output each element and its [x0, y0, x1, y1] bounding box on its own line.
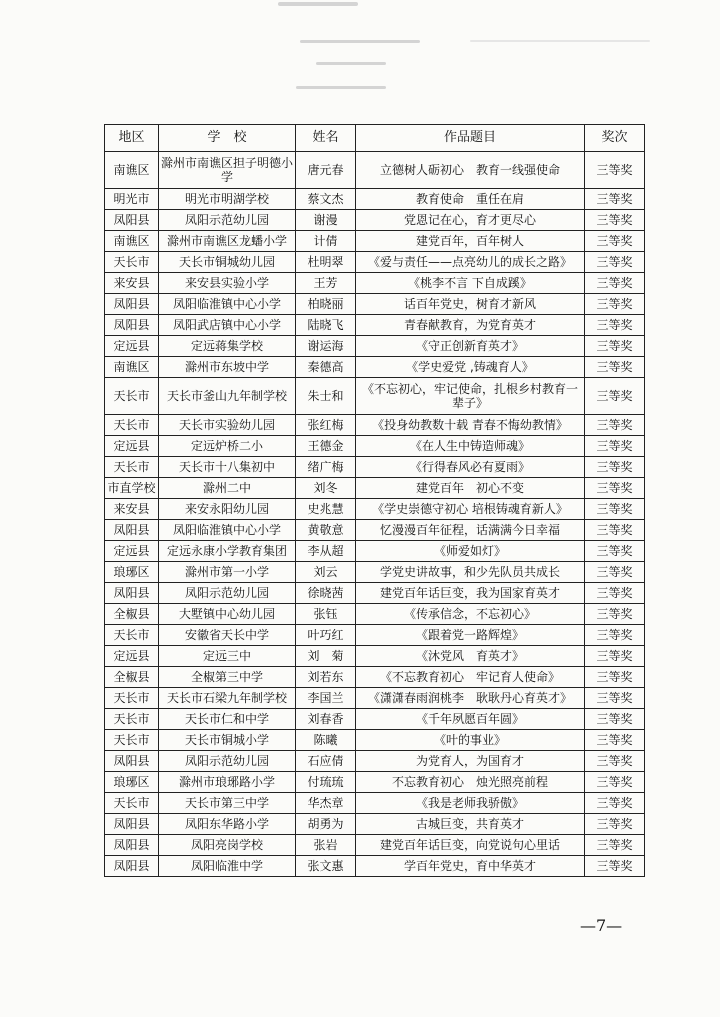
region-cell: 天长市 [105, 709, 159, 730]
header-name: 姓名 [296, 125, 356, 152]
title-cell: 《爱与责任——点亮幼儿的成长之路》 [356, 252, 585, 273]
school-cell: 凤阳临淮中学 [159, 856, 296, 877]
school-cell: 滁州市东坡中学 [159, 357, 296, 378]
table-row [105, 709, 645, 730]
name-cell: 陈曦 [296, 730, 356, 751]
name-cell: 刘 菊 [296, 646, 356, 667]
school-cell: 来安永阳幼儿园 [159, 499, 296, 520]
award-cell: 三等奖 [585, 252, 645, 273]
school-cell: 定远永康小学教育集团 [159, 541, 296, 562]
award-cell: 三等奖 [585, 336, 645, 357]
school-cell: 凤阳亮岗学校 [159, 835, 296, 856]
table-body [105, 152, 645, 877]
table-row [105, 688, 645, 709]
table-row [105, 152, 645, 189]
title-cell: 学党史讲故事，和少先队员共成长 [356, 562, 585, 583]
region-cell: 定远县 [105, 336, 159, 357]
table-row [105, 541, 645, 562]
region-cell: 天长市 [105, 252, 159, 273]
award-cell: 三等奖 [585, 856, 645, 877]
table-row [105, 856, 645, 877]
school-cell: 凤阳东华路小学 [159, 814, 296, 835]
award-cell: 三等奖 [585, 315, 645, 336]
name-cell: 石应倩 [296, 751, 356, 772]
school-cell: 天长市釜山九年制学校 [159, 378, 296, 415]
title-cell: 话百年党史，树育才新风 [356, 294, 585, 315]
title-cell: 《不忘初心，牢记使命，扎根乡村教育一辈子》 [356, 378, 585, 415]
name-cell: 付琉琉 [296, 772, 356, 793]
title-cell: 不忘教育初心 烛光照亮前程 [356, 772, 585, 793]
name-cell: 刘若东 [296, 667, 356, 688]
school-cell: 大墅镇中心幼儿园 [159, 604, 296, 625]
table-row [105, 436, 645, 457]
award-cell: 三等奖 [585, 625, 645, 646]
region-cell: 凤阳县 [105, 583, 159, 604]
school-cell: 滁州市南谯区龙蟠小学 [159, 231, 296, 252]
title-cell: 《守正创新育英才》 [356, 336, 585, 357]
table-row [105, 814, 645, 835]
title-cell: 为党育人，为国育才 [356, 751, 585, 772]
region-cell: 凤阳县 [105, 210, 159, 231]
school-cell: 凤阳示范幼儿园 [159, 751, 296, 772]
title-cell: 立德树人砺初心 教育一线强使命 [356, 152, 585, 189]
school-cell: 安徽省天长中学 [159, 625, 296, 646]
region-cell: 明光市 [105, 189, 159, 210]
scan-artifacts [0, 0, 720, 100]
award-cell: 三等奖 [585, 357, 645, 378]
region-cell: 凤阳县 [105, 856, 159, 877]
school-cell: 天长市仁和中学 [159, 709, 296, 730]
region-cell: 天长市 [105, 457, 159, 478]
award-cell: 三等奖 [585, 772, 645, 793]
name-cell: 李国兰 [296, 688, 356, 709]
header-title: 作品题目 [356, 125, 585, 152]
header-region: 地区 [105, 125, 159, 152]
school-cell: 天长市十八集初中 [159, 457, 296, 478]
title-cell: 建党百年话巨变，向党说句心里话 [356, 835, 585, 856]
award-cell: 三等奖 [585, 499, 645, 520]
region-cell: 定远县 [105, 646, 159, 667]
award-cell: 三等奖 [585, 152, 645, 189]
school-cell: 凤阳武店镇中心小学 [159, 315, 296, 336]
title-cell: 《桃李不言 下自成蹊》 [356, 273, 585, 294]
table-row [105, 315, 645, 336]
table-row [105, 294, 645, 315]
header-award: 奖次 [585, 125, 645, 152]
region-cell: 琅琊区 [105, 772, 159, 793]
name-cell: 华杰章 [296, 793, 356, 814]
school-cell: 凤阳临淮镇中心小学 [159, 294, 296, 315]
title-cell: 古城巨变，共育英才 [356, 814, 585, 835]
region-cell: 市直学校 [105, 478, 159, 499]
name-cell: 谢运海 [296, 336, 356, 357]
award-cell: 三等奖 [585, 436, 645, 457]
table-row [105, 562, 645, 583]
name-cell: 张岩 [296, 835, 356, 856]
table-row [105, 583, 645, 604]
school-cell: 定远炉桥二小 [159, 436, 296, 457]
region-cell: 南谯区 [105, 152, 159, 189]
region-cell: 天长市 [105, 378, 159, 415]
school-cell: 滁州市琅琊路小学 [159, 772, 296, 793]
award-cell: 三等奖 [585, 378, 645, 415]
school-cell: 明光市明湖学校 [159, 189, 296, 210]
table-row [105, 520, 645, 541]
award-cell: 三等奖 [585, 478, 645, 499]
table-row [105, 499, 645, 520]
awards-table [104, 124, 645, 877]
award-cell: 三等奖 [585, 814, 645, 835]
title-cell: 《在人生中铸造师魂》 [356, 436, 585, 457]
title-cell: 《学史崇德守初心 培根铸魂育新人》 [356, 499, 585, 520]
table-row [105, 604, 645, 625]
title-cell: 教育使命 重任在肩 [356, 189, 585, 210]
region-cell: 琅琊区 [105, 562, 159, 583]
table-row [105, 336, 645, 357]
school-cell: 天长市铜城幼儿园 [159, 252, 296, 273]
title-cell: 《师爱如灯》 [356, 541, 585, 562]
school-cell: 凤阳示范幼儿园 [159, 583, 296, 604]
table-header-row [105, 125, 645, 152]
award-cell: 三等奖 [585, 604, 645, 625]
name-cell: 绪广梅 [296, 457, 356, 478]
title-cell: 《传承信念，不忘初心》 [356, 604, 585, 625]
award-cell: 三等奖 [585, 541, 645, 562]
table-row [105, 210, 645, 231]
title-cell: 青春献教育，为党育英才 [356, 315, 585, 336]
name-cell: 王芳 [296, 273, 356, 294]
region-cell: 来安县 [105, 273, 159, 294]
table-row [105, 793, 645, 814]
table-row [105, 730, 645, 751]
award-cell: 三等奖 [585, 189, 645, 210]
table-row [105, 667, 645, 688]
award-cell: 三等奖 [585, 688, 645, 709]
region-cell: 凤阳县 [105, 835, 159, 856]
region-cell: 天长市 [105, 730, 159, 751]
header-school: 学 校 [159, 125, 296, 152]
region-cell: 天长市 [105, 793, 159, 814]
name-cell: 史兆慧 [296, 499, 356, 520]
title-cell: 党恩记在心，育才更尽心 [356, 210, 585, 231]
table-row [105, 751, 645, 772]
title-cell: 《行得春风必有夏雨》 [356, 457, 585, 478]
award-cell: 三等奖 [585, 520, 645, 541]
region-cell: 天长市 [105, 415, 159, 436]
title-cell: 忆漫漫百年征程，话满满今日幸福 [356, 520, 585, 541]
name-cell: 叶巧红 [296, 625, 356, 646]
region-cell: 全椒县 [105, 604, 159, 625]
title-cell: 《不忘教育初心 牢记育人使命》 [356, 667, 585, 688]
table-row [105, 625, 645, 646]
school-cell: 天长市铜城小学 [159, 730, 296, 751]
table-row [105, 231, 645, 252]
award-cell: 三等奖 [585, 751, 645, 772]
table-row [105, 646, 645, 667]
school-cell: 滁州市南谯区担子明德小学 [159, 152, 296, 189]
title-cell: 建党百年，百年树人 [356, 231, 585, 252]
table-row [105, 415, 645, 436]
title-cell: 《叶的事业》 [356, 730, 585, 751]
table-row [105, 478, 645, 499]
award-cell: 三等奖 [585, 709, 645, 730]
name-cell: 胡勇为 [296, 814, 356, 835]
title-cell: 《沐党风 育英才》 [356, 646, 585, 667]
school-cell: 滁州二中 [159, 478, 296, 499]
title-cell: 建党百年 初心不变 [356, 478, 585, 499]
name-cell: 王德金 [296, 436, 356, 457]
region-cell: 凤阳县 [105, 814, 159, 835]
school-cell: 凤阳示范幼儿园 [159, 210, 296, 231]
region-cell: 来安县 [105, 499, 159, 520]
table-row [105, 772, 645, 793]
name-cell: 张文惠 [296, 856, 356, 877]
name-cell: 李从超 [296, 541, 356, 562]
name-cell: 黄敬意 [296, 520, 356, 541]
award-cell: 三等奖 [585, 583, 645, 604]
name-cell: 朱士和 [296, 378, 356, 415]
award-cell: 三等奖 [585, 562, 645, 583]
school-cell: 凤阳临淮镇中心小学 [159, 520, 296, 541]
award-cell: 三等奖 [585, 730, 645, 751]
title-cell: 《投身幼教数十载 青春不悔幼教情》 [356, 415, 585, 436]
name-cell: 陆晓飞 [296, 315, 356, 336]
school-cell: 全椒第三中学 [159, 667, 296, 688]
region-cell: 定远县 [105, 541, 159, 562]
award-cell: 三等奖 [585, 273, 645, 294]
name-cell: 谢漫 [296, 210, 356, 231]
name-cell: 徐晓茜 [296, 583, 356, 604]
school-cell: 天长市石梁九年制学校 [159, 688, 296, 709]
region-cell: 凤阳县 [105, 294, 159, 315]
name-cell: 蔡文杰 [296, 189, 356, 210]
title-cell: 《跟着党一路辉煌》 [356, 625, 585, 646]
title-cell: 《潇潇春雨润桃李 耿耿丹心育英才》 [356, 688, 585, 709]
award-cell: 三等奖 [585, 294, 645, 315]
name-cell: 刘冬 [296, 478, 356, 499]
region-cell: 南谯区 [105, 357, 159, 378]
table-row [105, 189, 645, 210]
table-row [105, 357, 645, 378]
table-row [105, 378, 645, 415]
region-cell: 凤阳县 [105, 520, 159, 541]
school-cell: 滁州市第一小学 [159, 562, 296, 583]
award-cell: 三等奖 [585, 457, 645, 478]
title-cell: 建党百年话巨变，我为国家育英才 [356, 583, 585, 604]
name-cell: 计倩 [296, 231, 356, 252]
school-cell: 天长市实验幼儿园 [159, 415, 296, 436]
award-cell: 三等奖 [585, 231, 645, 252]
region-cell: 全椒县 [105, 667, 159, 688]
region-cell: 南谯区 [105, 231, 159, 252]
region-cell: 定远县 [105, 436, 159, 457]
table-row [105, 273, 645, 294]
award-cell: 三等奖 [585, 646, 645, 667]
region-cell: 天长市 [105, 688, 159, 709]
award-cell: 三等奖 [585, 793, 645, 814]
table-row [105, 457, 645, 478]
table-row [105, 835, 645, 856]
award-cell: 三等奖 [585, 210, 645, 231]
name-cell: 杜明翠 [296, 252, 356, 273]
name-cell: 刘云 [296, 562, 356, 583]
table-row [105, 252, 645, 273]
region-cell: 凤阳县 [105, 751, 159, 772]
award-cell: 三等奖 [585, 835, 645, 856]
name-cell: 唐元春 [296, 152, 356, 189]
school-cell: 天长市第三中学 [159, 793, 296, 814]
school-cell: 定远蒋集学校 [159, 336, 296, 357]
region-cell: 天长市 [105, 625, 159, 646]
title-cell: 《学史爱党 ,铸魂育人》 [356, 357, 585, 378]
title-cell: 学百年党史，育中华英才 [356, 856, 585, 877]
name-cell: 张钰 [296, 604, 356, 625]
name-cell: 柏晓丽 [296, 294, 356, 315]
region-cell: 凤阳县 [105, 315, 159, 336]
page-number: —7— [580, 916, 623, 935]
school-cell: 来安县实验小学 [159, 273, 296, 294]
name-cell: 秦德高 [296, 357, 356, 378]
title-cell: 《千年夙愿百年圆》 [356, 709, 585, 730]
name-cell: 张红梅 [296, 415, 356, 436]
name-cell: 刘春香 [296, 709, 356, 730]
school-cell: 定远三中 [159, 646, 296, 667]
award-cell: 三等奖 [585, 667, 645, 688]
award-cell: 三等奖 [585, 415, 645, 436]
title-cell: 《我是老师我骄傲》 [356, 793, 585, 814]
